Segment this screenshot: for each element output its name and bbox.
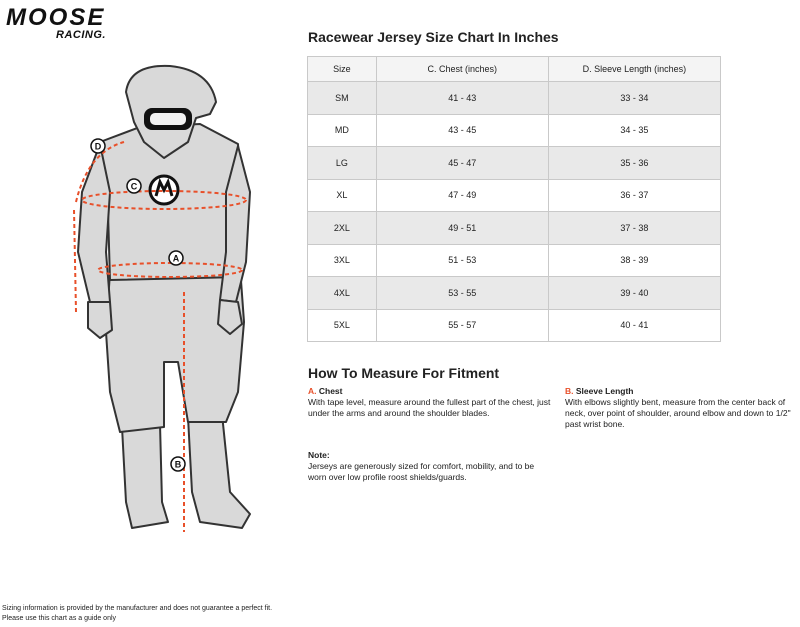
size-table [307, 56, 721, 342]
cell-chest: 55 - 57 [376, 309, 548, 342]
cell-size: MD [308, 114, 377, 147]
cell-sleeve: 37 - 38 [548, 212, 720, 245]
cell-chest: 45 - 47 [376, 147, 548, 180]
cell-size: XL [308, 179, 377, 212]
table-row [308, 212, 721, 245]
table-row [308, 82, 721, 115]
table-row [308, 244, 721, 277]
sleeve-letter: B. [565, 386, 574, 396]
header-sleeve: D. Sleeve Length (inches) [548, 57, 720, 82]
cell-chest: 49 - 51 [376, 212, 548, 245]
cell-sleeve: 36 - 37 [548, 179, 720, 212]
cell-chest: 47 - 49 [376, 179, 548, 212]
marker-b: B [174, 459, 182, 470]
chest-instructions [308, 386, 553, 419]
marker-a: A [172, 253, 180, 264]
cell-sleeve: 39 - 40 [548, 277, 720, 310]
note-text: Jerseys are generously sized for comfort, mobility, and to be worn over low profile roost shields/guards. [308, 461, 535, 482]
cell-chest: 43 - 45 [376, 114, 548, 147]
table-row [308, 277, 721, 310]
table-row [308, 309, 721, 342]
disclaimer [2, 604, 272, 624]
header-chest: C. Chest (inches) [376, 57, 548, 82]
cell-size: 3XL [308, 244, 377, 277]
marker-d: D [94, 141, 102, 152]
table-row [308, 179, 721, 212]
note-label: Note: [308, 450, 330, 460]
chart-title: Racewear Jersey Size Chart In Inches [308, 29, 559, 45]
cell-size: 5XL [308, 309, 377, 342]
cell-sleeve: 40 - 41 [548, 309, 720, 342]
logo-line2: RACING. [56, 29, 106, 41]
chest-heading [308, 386, 553, 397]
sleeve-text: With elbows slightly bent, measure from the center back of neck, over point of shoulder, around elbow and down to 1/2" past wrist bone. [565, 397, 791, 429]
rider-illustration [60, 62, 270, 542]
cell-size: LG [308, 147, 377, 180]
disclaimer-line1: Sizing information is provided by the manufacturer and does not guarantee a perfect fit. [2, 605, 273, 612]
measure-title: How To Measure For Fitment [308, 365, 500, 381]
table-header-row [308, 57, 721, 82]
cell-chest: 41 - 43 [376, 82, 548, 115]
sleeve-heading [565, 386, 800, 397]
table-row [308, 114, 721, 147]
cell-chest: 51 - 53 [376, 244, 548, 277]
chest-letter: A. [308, 386, 317, 396]
cell-size: 2XL [308, 212, 377, 245]
chest-text: With tape level, measure around the fullest part of the chest, just under the arms and around the shoulder blades. [308, 397, 551, 418]
logo-line1: MOOSE [6, 4, 106, 31]
cell-sleeve: 35 - 36 [548, 147, 720, 180]
chest-label: Chest [318, 386, 343, 396]
marker-c: C [130, 181, 138, 192]
header-size: Size [308, 57, 377, 82]
sleeve-label: Sleeve Length [575, 386, 634, 396]
sleeve-instructions [565, 386, 800, 430]
brand-logo [4, 3, 154, 43]
cell-sleeve: 33 - 34 [548, 82, 720, 115]
cell-chest: 53 - 55 [376, 277, 548, 310]
cell-sleeve: 38 - 39 [548, 244, 720, 277]
disclaimer-line2: Please use this chart as a guide only [2, 615, 117, 622]
table-row [308, 147, 721, 180]
cell-sleeve: 34 - 35 [548, 114, 720, 147]
cell-size: 4XL [308, 277, 377, 310]
note [308, 450, 553, 483]
cell-size: SM [308, 82, 377, 115]
